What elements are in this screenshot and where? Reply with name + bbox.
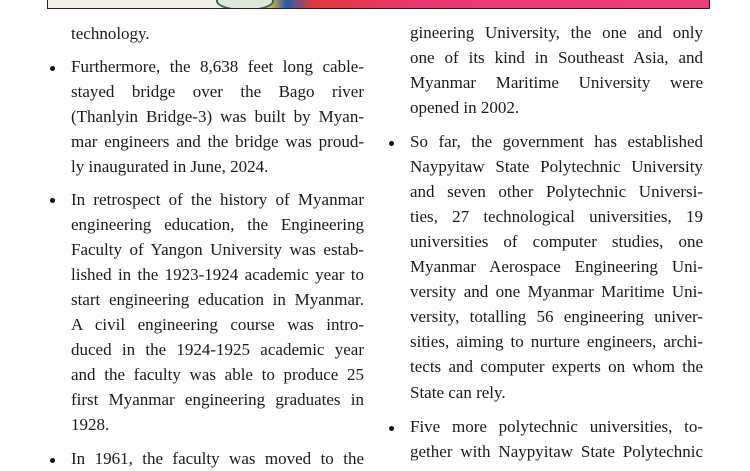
text-line: first Myanmar engineering graduates in xyxy=(71,390,364,409)
text-line: and seven other Polytechnic Universi- xyxy=(410,182,703,201)
bullet-icon xyxy=(389,426,394,431)
text-line: gether with Naypyitaw State Polytechnic xyxy=(410,442,703,461)
text-line: start engineering education in Myanmar. xyxy=(71,290,364,309)
emblem-logo xyxy=(216,0,274,9)
text-line: gineering University, the one and only xyxy=(410,23,703,42)
text-line: Faculty of Yangon University was estab- xyxy=(71,240,364,259)
text-line: ly inaugurated in June, 2024. xyxy=(71,157,269,176)
text-line: versity and one Myanmar Maritime Uni- xyxy=(410,282,703,301)
text-line: State can rely. xyxy=(410,383,506,402)
text-line: In retrospect of the history of Myanmar xyxy=(71,190,364,209)
text-line: opened in 2002. xyxy=(410,98,520,117)
text-line: technology. xyxy=(71,24,150,43)
text-line: In 1961, the faculty was moved to the xyxy=(71,449,364,468)
text-line: tects and computer experts on whom the xyxy=(410,357,703,376)
bullet-icon xyxy=(50,458,55,463)
bullet-icon xyxy=(50,66,55,71)
text-line: engineering education, the Engineering xyxy=(71,215,364,234)
text-line: sities, aiming to nurture engineers, archi- xyxy=(410,332,703,351)
text-line: universities of computer studies, one xyxy=(410,232,703,251)
text-line: Furthermore, the 8,638 feet long cable- xyxy=(71,57,364,76)
bullet-icon xyxy=(389,141,394,146)
text-line: 1928. xyxy=(71,415,110,434)
text-line: versity, totalling 56 engineering univer- xyxy=(410,307,703,326)
header-banner-image xyxy=(47,0,710,9)
text-line: and the faculty was able to produce 25 xyxy=(71,365,364,384)
text-line: one of its kind in Southeast Asia, and xyxy=(410,48,703,67)
text-line: Five more polytechnic universities, to- xyxy=(410,417,703,436)
text-line: stayed bridge over the Bago river xyxy=(71,82,364,101)
text-line: ties, 27 technological universities, 19 xyxy=(410,207,703,226)
text-line: So far, the government has established xyxy=(410,132,703,151)
text-line: Myanmar Aerospace Engineering Uni- xyxy=(410,257,703,276)
text-line: Naypyitaw State Polytechnic University xyxy=(410,157,703,176)
text-line: duced in the 1924-1925 academic year xyxy=(71,340,364,359)
text-line: mar engineers and the bridge was proud- xyxy=(71,132,364,151)
text-line: Myanmar Maritime University were xyxy=(410,73,703,92)
text-line: (Thanlyin Bridge-3) was built by Myan- xyxy=(71,107,364,126)
text-line: A civil engineering course was intro- xyxy=(71,315,364,334)
bullet-icon xyxy=(50,198,55,203)
text-line: lished in the 1923-1924 academic year to xyxy=(71,265,364,284)
